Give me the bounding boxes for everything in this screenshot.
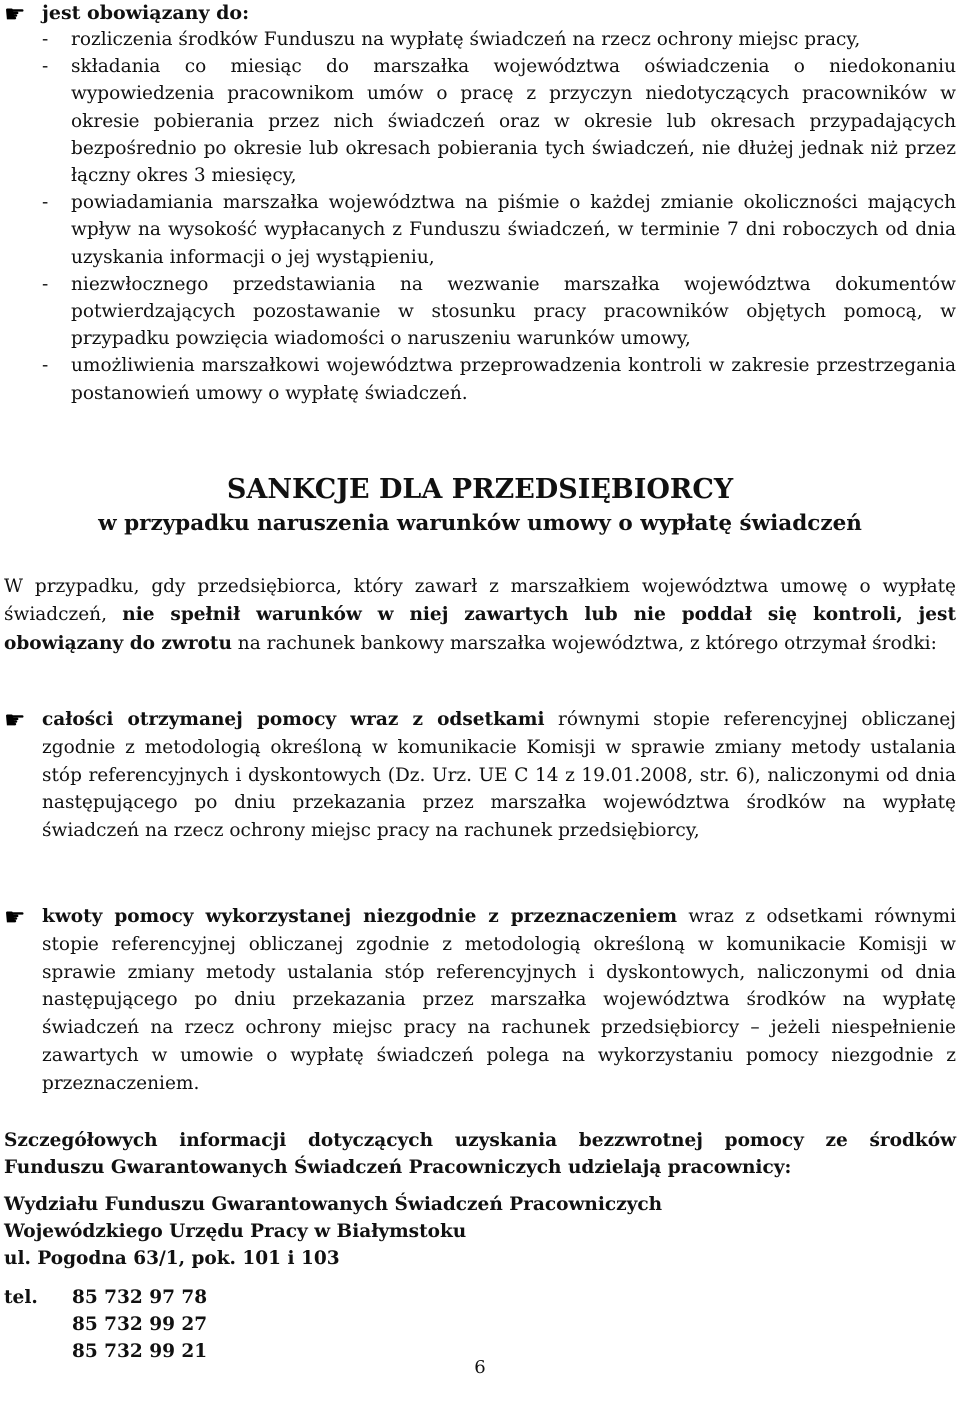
list-item: - umożliwienia marszałkowi województwa przeprowadzenia kontroli w zakresie przestrzegania postanowień umowy o wypłatę świadczeń.: [42, 352, 956, 406]
pointing-hand-icon: ☛: [4, 706, 26, 734]
phone-number: 85 732 97 78: [72, 1287, 208, 1308]
list-item: - rozliczenia środków Funduszu na wypłatę świadczeń na rzecz ochrony miejsc pracy,: [42, 26, 956, 53]
intro-emphasis: nie spełnił warunków w niej zawartych lub nie poddał się kontroli, jest obowiązany do zwrotu: [4, 604, 956, 654]
list-item: - powiadamiania marszałka województwa na piśmie o każdej zmianie okoliczności mających wpływ na wysokość wypłacanych z Funduszu świadczeń, w terminie 7 dni roboczych od dnia uzyskania informacji o jej wystąpieniu,: [42, 189, 956, 271]
phone-label: tel.: [4, 1287, 38, 1308]
phone-number: 85 732 99 21: [72, 1341, 208, 1362]
phone-number: 85 732 99 27: [72, 1314, 208, 1335]
sanctions-intro: [4, 573, 956, 658]
intro-text-end: na rachunek bankowy marszałka województwa, z którego otrzymał środki:: [231, 632, 937, 654]
address-line: Wydziału Funduszu Gwarantowanych Świadczeń Pracowniczych: [4, 1194, 663, 1215]
obligations-lead: jest obowiązany do:: [42, 2, 250, 24]
intro-text: W przypadku, gdy przedsiębiorca, który zawarł z marszałkiem województwa umowę o wypłatę świadczeń,: [4, 576, 956, 626]
contact-info: Szczegółowych informacji dotyczących uzyskania bezzwrotnej pomocy ze środków Funduszu Gwarantowanych Świadczeń Pracowniczych udzielają pracownicy:: [4, 1130, 956, 1178]
sanction-item-2: [42, 903, 956, 1098]
contact-address: [4, 1191, 662, 1272]
page-number: 6: [474, 1357, 486, 1378]
section-title: SANKCJE DLA PRZEDSIĘBIORCY: [226, 474, 734, 505]
obligations-list: [42, 26, 956, 407]
sanction-item-2-bold: kwoty pomocy wykorzystanej niezgodnie z przeznaczeniem: [42, 906, 678, 927]
sanction-item-1-bold: całości otrzymanej pomocy wraz z odsetkami: [42, 709, 545, 730]
pointing-hand-icon: ☛: [4, 0, 26, 28]
list-item: - niezwłocznego przedstawiania na wezwanie marszałka województwa dokumentów potwierdzających pozostawanie w stosunku pracy pracowników objętych pomocą, w przypadku powzięcia wiadomości o naruszeniu warunków umowy,: [42, 271, 956, 353]
address-line: ul. Pogodna 63/1, pok. 101 i 103: [4, 1248, 340, 1269]
phone-list: [72, 1284, 207, 1365]
sanction-item-2-text: wraz z odsetkami równymi stopie referencyjnej obliczanej zgodnie z metodologią określoną w komunikacie Komisji w sprawie zmiany metody ustalania stóp referencyjnych i dyskontowych, naliczonymi od dnia następującego po dniu przekazania przez marszałka województwa środków na wypłatę świadczeń na rzecz ochrony miejsc pracy na rachunek przedsiębiorcy – jeżeli niespełnienie zawartych w umowie o wypłatę świadczeń polega na wykorzystaniu pomocy niezgodnie z przeznaczeniem.: [42, 906, 956, 1094]
sanction-item-1-text: równymi stopie referencyjnej obliczanej zgodnie z metodologią określoną w komunikacie Komisji w sprawie zmiany metody ustalania stóp referencyjnych i dyskontowych (Dz. Urz. UE C 14 z 19.01.2008, str. 6), naliczonymi od dnia następującego po dniu przekazania przez marszałka województwa środków na wypłatę świadczeń na rzecz ochrony miejsc pracy na rachunek przedsiębiorcy,: [42, 709, 956, 842]
section-subtitle: w przypadku naruszenia warunków umowy o wypłatę świadczeń: [98, 511, 862, 536]
list-item: - składania co miesiąc do marszałka województwa oświadczenia o niedokonaniu wypowiedzenia pracownikom umów o pracę z przyczyn niedotyczących pracowników w okresie pobierania przez nich świadczeń oraz w okresie lub okresach przypadających bezpośrednio po okresie lub okresach pobierania tych świadczeń, nie dłużej jednak niż przez łączny okres 3 miesięcy,: [42, 53, 956, 189]
sanction-item-1: [42, 706, 956, 845]
pointing-hand-icon: ☛: [4, 903, 26, 931]
address-line: Wojewódzkiego Urzędu Pracy w Białymstoku: [4, 1221, 467, 1242]
